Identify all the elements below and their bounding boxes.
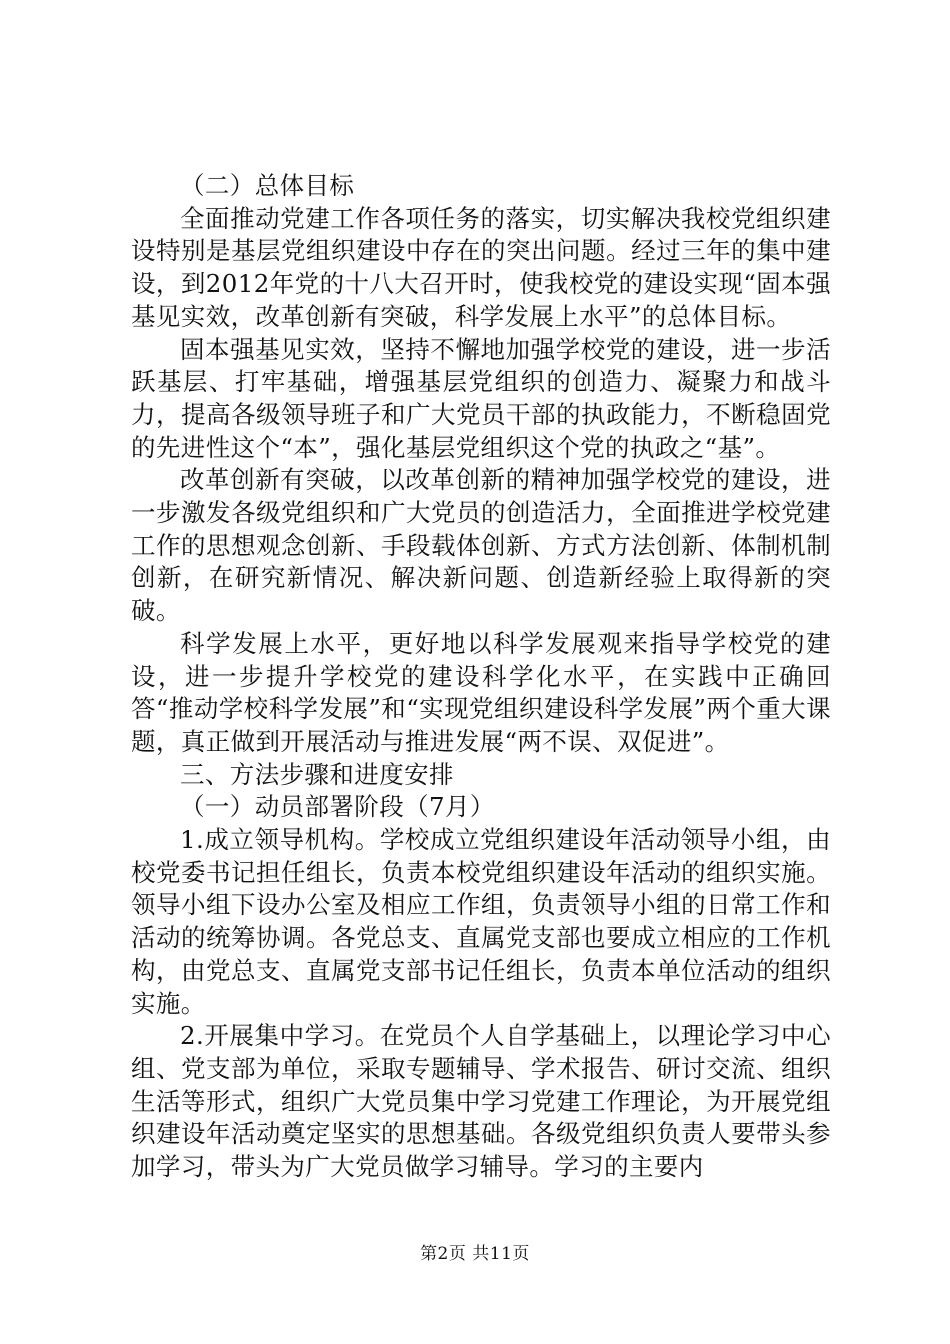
section-heading-mobilization-stage: （一）动员部署阶段（7月） — [180, 792, 495, 822]
paragraph-solid-foundation: 固本强基见实效，坚持不懈地加强学校党的建设，进一步活跃基层、打牢基础，增强基层党组织的创造力、凝聚力和战斗力，提高各级领导班子和广大党员干部的执政能力，不断稳固党的先进性这个“本”，强化基层党组织这个党的执政之“基”。 — [131, 334, 831, 462]
page-footer: 第2页 共11页 — [420, 1244, 530, 1264]
paragraph-collective-study: 2.开展集中学习。在党员个人自学基础上，以理论学习中心组、党支部为单位，采取专题辅导、学术报告、研讨交流、组织生活等形式，组织广大党员集中学习党建工作理论，为开展党组织建设年活动奠定坚实的思想基础。各级党组织负责人要带头参加学习，带头为广大党员做学习辅导。学习的主要内 — [131, 1021, 831, 1182]
paragraph-reform-innovation: 改革创新有突破，以改革创新的精神加强学校党的建设，进一步激发各级党组织和广大党员的创造活力，全面推进学校党建工作的思想观念创新、手段载体创新、方式方法创新、体制机制创新，在研究新情况、解决新问题、创造新经验上取得新的突破。 — [131, 465, 831, 626]
paragraph-overall-goal: 全面推动党建工作各项任务的落实，切实解决我校党组织建设特别是基层党组织建设中存在的突出问题。经过三年的集中建设，到2012年党的十八大召开时，使我校党的建设实现“固本强基见实效，改革创新有突破，科学发展上水平”的总体目标。 — [131, 203, 831, 331]
paragraph-scientific-development: 科学发展上水平，更好地以科学发展观来指导学校党的建设，进一步提升学校党的建设科学化水平，在实践中正确回答“推动学校科学发展”和“实现党组织建设科学发展”两个重大课题，真正做到开展活动与推进发展“两不误、双促进”。 — [131, 628, 831, 756]
paragraph-leadership-setup: 1.成立领导机构。学校成立党组织建设年活动领导小组，由校党委书记担任组长，负责本校党组织建设年活动的组织实施。领导小组下设办公室及相应工作组，负责领导小组的日常工作和活动的统筹协调。各党总支、直属党支部也要成立相应的工作机构，由党总支、直属党支部书记任组长，负责本单位活动的组织实施。 — [131, 825, 831, 1018]
section-heading-overall-goal: （二）总体目标 — [180, 171, 355, 200]
document-body — [131, 170, 831, 1184]
section-heading-methods-steps: 三、方法步骤和进度安排 — [180, 759, 454, 789]
